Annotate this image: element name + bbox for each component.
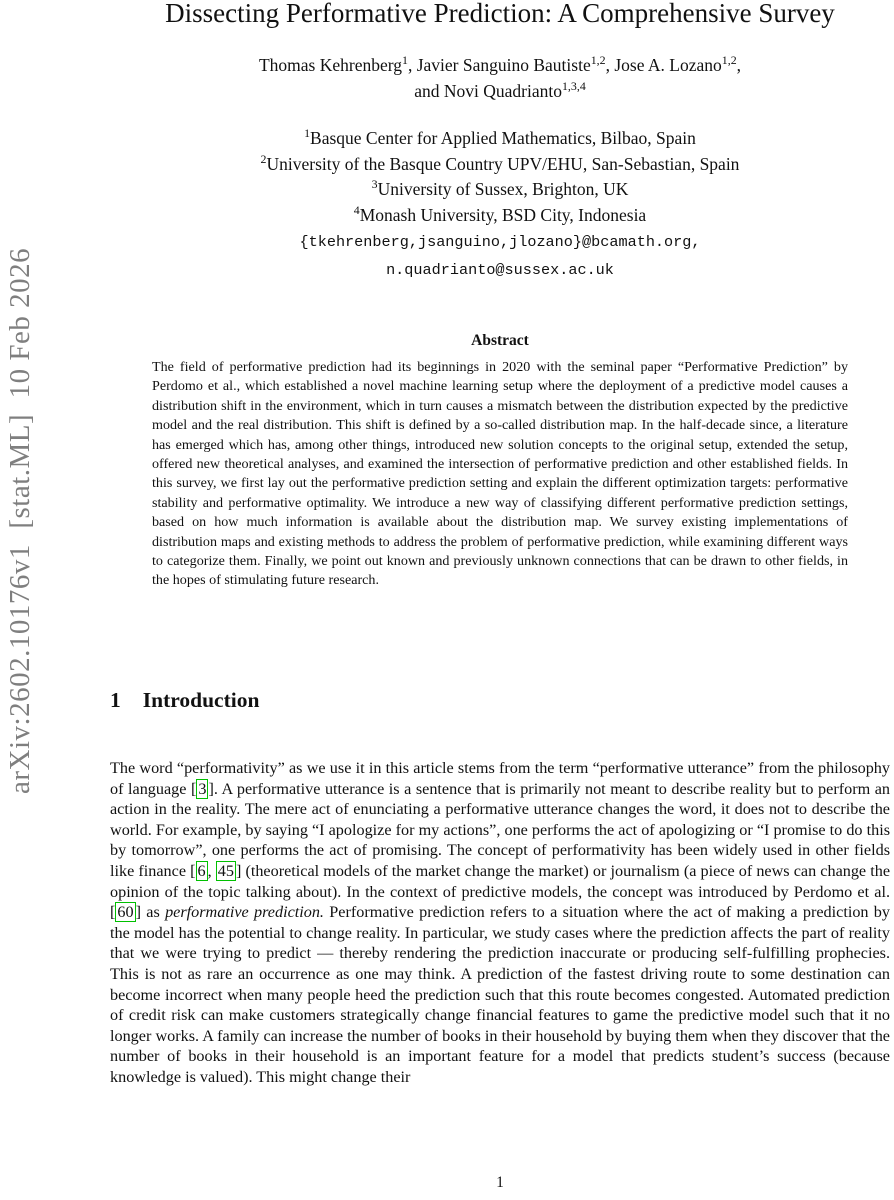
citation-link[interactable]: 3 <box>198 779 207 798</box>
author-line <box>110 78 890 104</box>
page-number: 1 <box>496 1174 504 1191</box>
text-run: , Javier Sanguino Bautiste <box>407 55 591 75</box>
text-run: University of Sussex, Brighton, UK <box>377 179 629 199</box>
affiliation-line <box>110 126 890 152</box>
text-run: Performative prediction refers to a situation where the act of making a prediction by the model has the potential to change reality. In particular, we study cases where the prediction affects the part of reality that we were trying to predict — thereby rendering the prediction inaccurate or producing self-fulfilling prophecies. This is not as rare an occurrence as one may think. A prediction of the fastest driving route to some destination can become incorrect when many people heed the prediction such that this route becomes congested. Automated prediction of credit risk can make customers strategically change financial features to game the predictive model such that it no longer works. A family can increase the number of books in their household by buying them when they discover that the number of books in their household is an important feature for a model that predicts student’s success (because knowledge is valued). This might change their <box>110 903 890 1086</box>
author-superscript: 1 <box>304 126 311 141</box>
author-block <box>110 52 890 104</box>
author-line <box>110 52 890 78</box>
text-run: and Novi Quadrianto <box>414 81 562 101</box>
citation-link[interactable]: 60 <box>117 903 134 922</box>
text-run: ] (theoretical models of the market change the market) or journalism (a piece of news can change the opinion of the topic talking about). In the context of predictive models, the concept was introduced by Perdomo et al. [ <box>110 861 891 922</box>
text-run: Monash University, BSD City, Indonesia <box>359 204 647 225</box>
abstract-text: The field of performative prediction had its beginnings in 2020 with the seminal paper “Performative Prediction” by Perdomo et al., which established a novel machine learning setup where the deployment of a predictive model causes a distribution shift in the environment, which in turn causes a mismatch between the distribution expected by the predictive model and the real distribution. This shift is defined by a so-called distribution map. In the half-decade since, a literature has emerged which has, among other things, introduced new solution concepts to the original setup, extended the setup, offered new theoretical analyses, and examined the intersection of performative prediction and other established fields. In this survey, we first lay out the performative prediction setting and explain the different optimization targets: performative stability and performative optimality. We introduce a new way of classifying different performative prediction settings, based on how much information is available about the distribution map. We survey existing implementations of distribution maps and existing methods to address the problem of performative prediction, while examining different ways to categorize them. Finally, we point out known and previously unknown connections that can be drawn to other fields, in the hopes of stimulating future research. <box>152 359 848 589</box>
author-superscript: 2 <box>260 151 267 166</box>
arxiv-watermark: arXiv:2602.10176v1 [stat.ML] 10 Feb 2026 <box>4 247 36 795</box>
author-superscript: 1,3,4 <box>561 79 586 94</box>
abstract-heading: Abstract <box>471 332 529 349</box>
emphasized-text: performative prediction. <box>165 903 324 922</box>
text-run: , <box>736 55 742 75</box>
text-run: Basque Center for Applied Mathematics, Bilbao, Spain <box>310 128 696 148</box>
citation-link[interactable]: 45 <box>217 861 234 880</box>
email-line <box>110 228 890 256</box>
text-run: , Jose A. Lozano <box>605 55 722 75</box>
introduction-paragraph <box>110 758 890 1088</box>
section-number: 1 <box>110 688 121 712</box>
text-run: , <box>207 861 216 880</box>
affiliation-line <box>110 203 890 229</box>
email-text: {tkehrenberg,jsanguino,jlozano}@bcamath.org, <box>299 233 701 251</box>
affiliation-line <box>110 177 890 203</box>
author-superscript: 4 <box>353 202 360 217</box>
text-run: ]. A performative utterance is a sentence that is primarily not meant to describe reality but to perform an action in the reality. The mere act of enunciating a performative utterance changes the word, it does not to describe the world. For example, by saying “I apologize for my actions”, one performs the act of apologizing or “I promise to do this by tomorrow”, one performs the act of promising. The concept of performativity has been widely used in other fields like finance [ <box>110 779 890 880</box>
email-text: n.quadrianto@sussex.ac.uk <box>386 260 614 279</box>
text-run: University of the Basque Country UPV/EHU, San-Sebastian, Spain <box>266 153 740 174</box>
text-run: Thomas Kehrenberg <box>258 55 403 75</box>
section-heading-introduction <box>110 688 890 713</box>
affiliation-block <box>110 126 890 283</box>
text-run: ] as <box>135 903 166 922</box>
text-run: The word “performativity” as we use it in this article stems from the term “performative utterance” from the philosophy of language [ <box>110 759 890 798</box>
author-superscript: 1 <box>402 53 408 68</box>
paper-title: Dissecting Performative Prediction: A Comprehensive Survey <box>165 0 835 28</box>
email-line <box>110 256 890 284</box>
affiliation-line <box>110 152 890 178</box>
author-superscript: 1,2 <box>590 53 606 68</box>
author-superscript: 1,2 <box>721 53 737 68</box>
author-superscript: 3 <box>371 177 378 192</box>
section-title: Introduction <box>142 688 260 712</box>
citation-link[interactable]: 6 <box>197 861 206 880</box>
